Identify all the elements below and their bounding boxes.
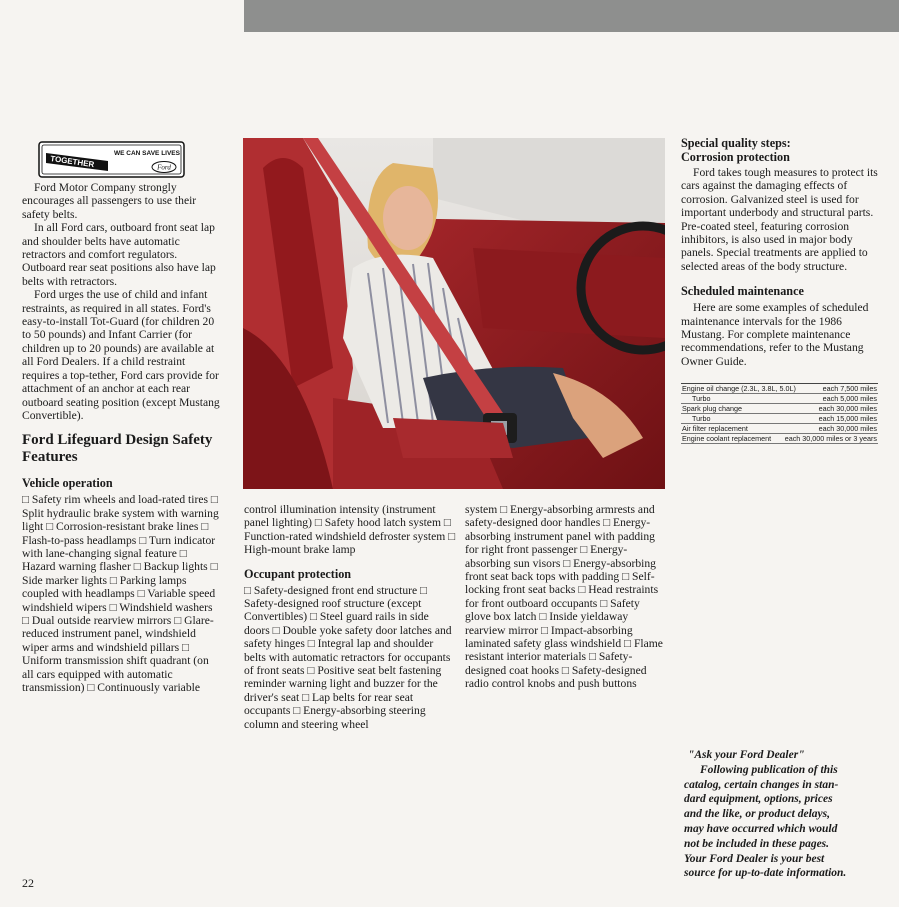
safety-features-continued: control illumination intensity (instrument panel lighting) □ Safety hood latch system □ Function-rated windshield defroster system □ High-mount brake lamp <box>244 503 456 557</box>
top-gray-bar <box>244 0 899 32</box>
intro-paragraph: Ford Motor Company strongly encourages all passengers to use their safety belts. <box>22 181 197 221</box>
left-column <box>22 181 222 694</box>
ask-your-dealer-note <box>684 748 884 881</box>
note-title: "Ask your Ford Dealer" <box>688 749 805 761</box>
note-line: source for up-to-date information. <box>684 867 847 880</box>
badge-right-text: WE CAN SAVE LIVES <box>114 150 180 157</box>
vehicle-operation-heading: Vehicle operation <box>22 476 113 491</box>
child-restraint-paragraph: Ford urges the use of child and infant restraints, as required in all states. Ford's easy-to-install Tot-Guard (for children 20 to 50 pounds) and Infant Carrier (for children up to 20 pounds) are available at all Ford Dealers. If a child restraint requires a top-tether, Ford cars provide for attachment of an anchor at each rear outboard seating position (except Mustang Convertible). <box>22 288 220 422</box>
maintenance-table <box>681 383 878 444</box>
note-line: Your Ford Dealer is your best <box>684 852 825 865</box>
table-row: Turbo each 5,000 miles <box>681 394 878 404</box>
scheduled-maintenance-heading: Scheduled maintenance <box>681 284 804 299</box>
maintenance-paragraph: Here are some examples of scheduled maintenance intervals for the 1986 Mustang. For complete maintenance recommendations, refer to the Mustang Owner Guide. <box>681 301 869 368</box>
middle-right-column <box>465 503 665 691</box>
table-row: Turbo each 15,000 miles <box>681 414 878 424</box>
badge-left-text: TOGETHER <box>49 154 95 170</box>
note-line: Following publication of this <box>700 763 838 776</box>
note-line: and the like, or product delays, <box>684 808 830 821</box>
note-line: not be included in these pages. <box>684 837 830 850</box>
ford-logo-text: Ford <box>157 163 171 172</box>
belts-paragraph: In all Ford cars, outboard front seat lap and shoulder belts have automatic retractors and comfort regulators. Outboard rear seat positions also have lap belts with retractors. <box>22 221 216 288</box>
corrosion-heading: Corrosion protection <box>681 150 790 164</box>
occupant-protection-heading: Occupant protection <box>244 566 352 581</box>
lifeguard-heading: Ford Lifeguard Design Safety Features <box>22 432 213 466</box>
right-column <box>681 136 881 368</box>
table-row: Engine oil change (2.3L, 3.8L, 5.0L) each 7,500 miles <box>682 384 877 393</box>
page-number: 22 <box>22 876 34 890</box>
table-row: Engine coolant replacement each 30,000 miles or 3 years <box>682 434 877 443</box>
note-line: dard equipment, options, prices <box>684 793 833 806</box>
corrosion-paragraph: Ford takes tough measures to protect its cars against the damaging effects of corrosion. Galvanized steel is used for important underbody and structural parts. Pre-coated steel, featuring corrosion inhibitors, is also used in major body panels. Special treatments are applied to selected areas of the body structure. <box>681 166 878 273</box>
occupant-protection-text: □ Safety-designed front end structure □ Safety-designed roof structure (except Convertibles) □ Steel guard rails in side doors □ Double yoke safety door latches and safety hinges □ Integral lap and shoulder belts with automatic retractors for occupants of front seats □ Positive seat belt fastening reminder warning light and buzzer for the driver's seat □ Lap belts for rear seat occupants □ Energy-absorbing steering column and steering wheel <box>244 583 452 731</box>
occupant-protection-continued: system □ Energy-absorbing armrests and safety-designed door handles □ Energy-absorbing instrument panel with padding for right front passenger □ Energy-absorbing sun visors □ Energy-absorbing front seat back tops with padding □ Self-locking front seat backs □ Head restraints for front outboard occupants □ Safety glove box latch □ Inside yieldaway rearview mirror □ Impact-absorbing laminated safety glass windshield □ Flame resistant interior materials □ Safety-designed coat hooks □ Safety-designed radio control knobs and push buttons <box>465 503 663 691</box>
vehicle-operation-text: □ Safety rim wheels and load-rated tires □ Split hydraulic brake system with warning light □ Corrosion-resistant brake lines □ Flash-to-pass headlamps □ Turn indicator with lane-changing signal feature □ Hazard warning flasher □ Backup lights □ Side marker lights □ Parking lamps coupled with headlamps □ Variable speed windshield wipers □ Windshield washers □ Dual outside rearview mirrors □ Glare-reduced instrument panel, windshield wiper arms and windshield pillars □ Uniform transmission shift quadrant (on all cars equipped with automatic transmission) □ Continuously variable <box>22 493 219 694</box>
woman-fastening-seat-belt-photo <box>243 138 665 489</box>
table-row: Spark plug change each 30,000 miles <box>682 404 877 413</box>
note-line: catalog, certain changes in stan- <box>684 778 839 791</box>
special-quality-heading: Special quality steps: <box>681 136 791 150</box>
together-we-can-save-lives-logo <box>38 141 185 178</box>
table-row: Air filter replacement each 30,000 miles <box>682 424 877 433</box>
note-line: may have occurred which would <box>684 822 838 835</box>
middle-column <box>244 503 457 731</box>
